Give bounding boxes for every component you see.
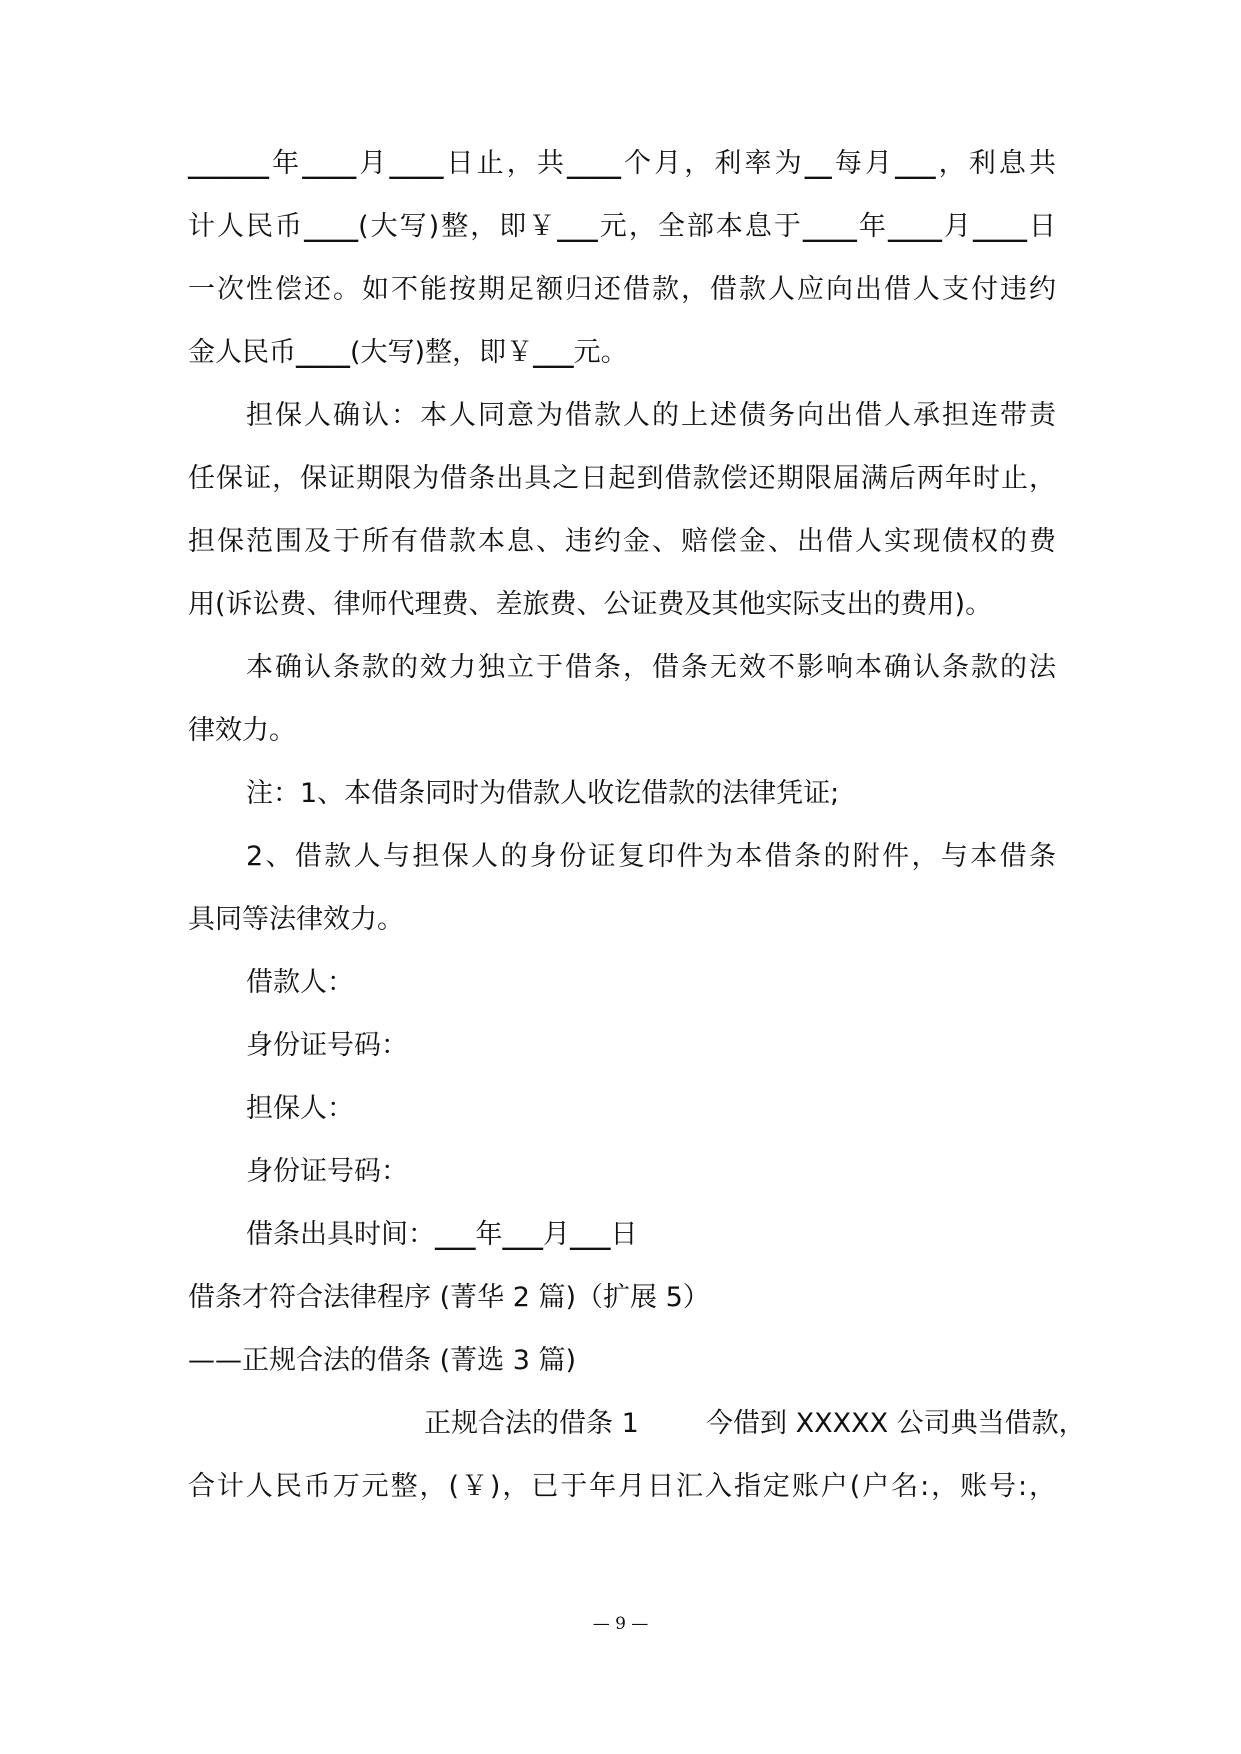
- blank-field: ____: [296, 337, 350, 368]
- blank-field: ____: [973, 211, 1028, 242]
- blank-field: ____: [887, 211, 942, 242]
- guarantor-clause-line-3: 担保范围及于所有借款本息、违约金、赔偿金、出借人实现债权的费: [188, 526, 1056, 557]
- note-2-line-1: 2、借款人与担保人的身份证复印件为本借条的附件，与本借条: [246, 841, 1056, 872]
- section-heading-2: ——正规合法的借条 (菁选 3 篇): [188, 1345, 576, 1376]
- note-2-line-2: 具同等法律效力。: [188, 904, 404, 935]
- section-heading-1: 借条才符合法律程序 (菁华 2 篇)（扩展 5）: [188, 1282, 710, 1313]
- borrower-label: 借款人：: [246, 967, 354, 998]
- blank-field: ___: [895, 148, 936, 179]
- guarantor-clause-line-1: 担保人确认：本人同意为借款人的上述债务向出借人承担连带责: [246, 400, 1056, 431]
- guarantor-clause-line-2: 任保证，保证期限为借条出具之日起到借款偿还期限届满后两年时止，: [188, 463, 1056, 494]
- blank-field: ______: [188, 148, 269, 179]
- guarantor-clause-line-4: 用(诉讼费、律师代理费、差旅费、公证费及其他实际支出的费用)。: [188, 589, 993, 620]
- independence-clause-line-2: 律效力。: [188, 715, 296, 746]
- sample-1-line-1: 今借到 XXXXX 公司典当借款，: [706, 1408, 1086, 1439]
- issue-date-line: 借条出具时间：___年___月___日: [246, 1219, 638, 1250]
- sample-1-line-2: 合计人民币万元整，(￥)，已于年月日汇入指定账户(户名:，账号:，: [188, 1471, 1056, 1502]
- blank-field: ____: [566, 148, 621, 179]
- blank-field: ____: [389, 148, 444, 179]
- note-1: 注：1、本借条同时为借款人收讫借款的法律凭证;: [246, 778, 840, 809]
- guarantor-id-label: 身份证号码：: [246, 1156, 408, 1187]
- loan-terms-line-2: 计人民币____(大写)整，即￥___元，全部本息于____年____月____日: [188, 211, 1057, 242]
- blank-field: ____: [302, 148, 357, 179]
- blank-field: ___: [502, 1219, 543, 1250]
- blank-field: ___: [557, 211, 598, 242]
- blank-field: ___: [435, 1219, 476, 1250]
- loan-terms-line-3: 一次性偿还。如不能按期足额归还借款，借款人应向出借人支付违约: [188, 274, 1056, 305]
- loan-terms-line-4: 金人民币____(大写)整，即￥___元。: [188, 337, 628, 368]
- blank-field: ___: [570, 1219, 611, 1250]
- blank-field: __: [804, 148, 832, 179]
- independence-clause-line-1: 本确认条款的效力独立于借条，借条无效不影响本确认条款的法: [246, 652, 1056, 683]
- guarantor-label: 担保人：: [246, 1093, 354, 1124]
- sample-1-title: 正规合法的借条 1: [424, 1408, 639, 1439]
- loan-terms-line-1: ______年____月____日止，共____个月，利率为__每月___，利息共: [188, 148, 1057, 179]
- blank-field: ____: [304, 211, 359, 242]
- borrower-id-label: 身份证号码：: [246, 1030, 408, 1061]
- blank-field: ____: [802, 211, 857, 242]
- blank-field: ___: [533, 337, 574, 368]
- page-number: — 9 —: [592, 1614, 649, 1634]
